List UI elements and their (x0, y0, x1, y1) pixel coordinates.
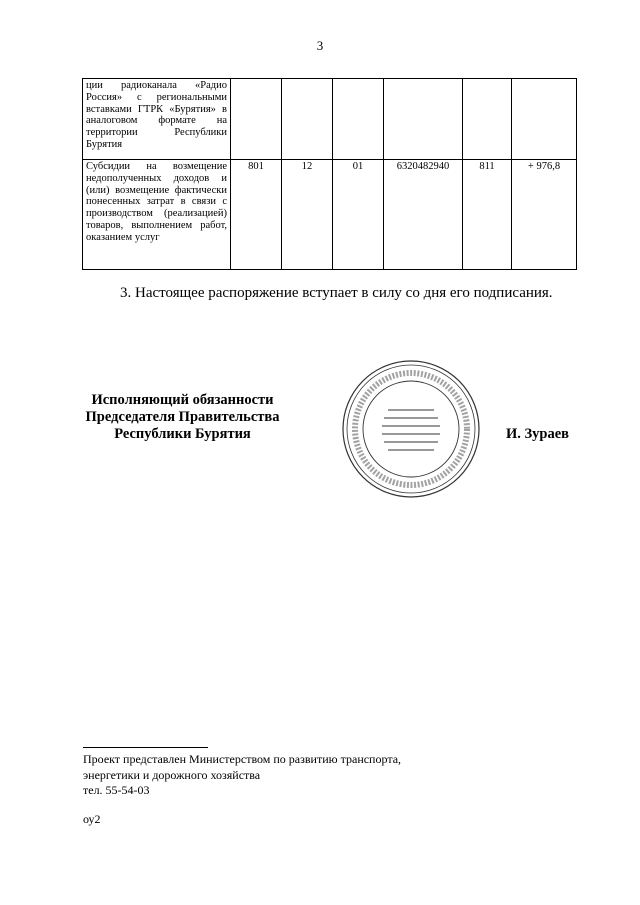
signatory-name: И. Зураев (506, 426, 570, 442)
footnote-line: энергетики и дорожного хозяйства (83, 767, 261, 782)
signer-title-line: Исполняющий обязанности (91, 392, 274, 408)
document-code: оу2 (83, 812, 101, 826)
table-cell-subsection: 12 (282, 160, 333, 270)
table-cell-description: ции радиоканала «Радио Россия» с региональными вставками ГТРК «Бурятия» в аналоговом формате на территории Республики Бурятия (83, 79, 231, 160)
table-cell-description: Субсидии на возмещение недополученных доходов и (или) возмещение фактически понесенных затрат в связи с производством (реализацией) товаров, выполнением работ, оказанием услуг (83, 160, 231, 270)
footnote (83, 752, 401, 799)
signer-title-line: Председателя Правительства (85, 409, 280, 425)
table-cell-amount: + 976,8 (512, 160, 577, 270)
budget-table (82, 78, 577, 270)
table-cell (463, 79, 512, 160)
footnote-divider (83, 747, 208, 748)
table-row (83, 160, 577, 270)
table-cell-section: 801 (231, 160, 282, 270)
table-cell (512, 79, 577, 160)
table-row (83, 79, 577, 160)
table-cell (384, 79, 463, 160)
table-cell (333, 79, 384, 160)
footnote-line: Проект представлен Министерством по развитию транспорта, (83, 752, 402, 766)
signer-title (80, 392, 285, 443)
page-number: 3 (316, 38, 324, 53)
table-cell (282, 79, 333, 160)
footnote-phone: тел. 55-54-03 (83, 783, 150, 797)
table-cell-sub-item: 01 (333, 160, 384, 270)
clause-text: 3. Настоящее распоряжение вступает в силу со дня его подписания. (120, 285, 553, 301)
table-cell-target-code: 6320482940 (384, 160, 463, 270)
table-cell-expense-type: 811 (463, 160, 512, 270)
table-cell (231, 79, 282, 160)
official-seal-stamp (340, 358, 482, 500)
signer-title-line: Республики Бурятия (114, 426, 251, 442)
